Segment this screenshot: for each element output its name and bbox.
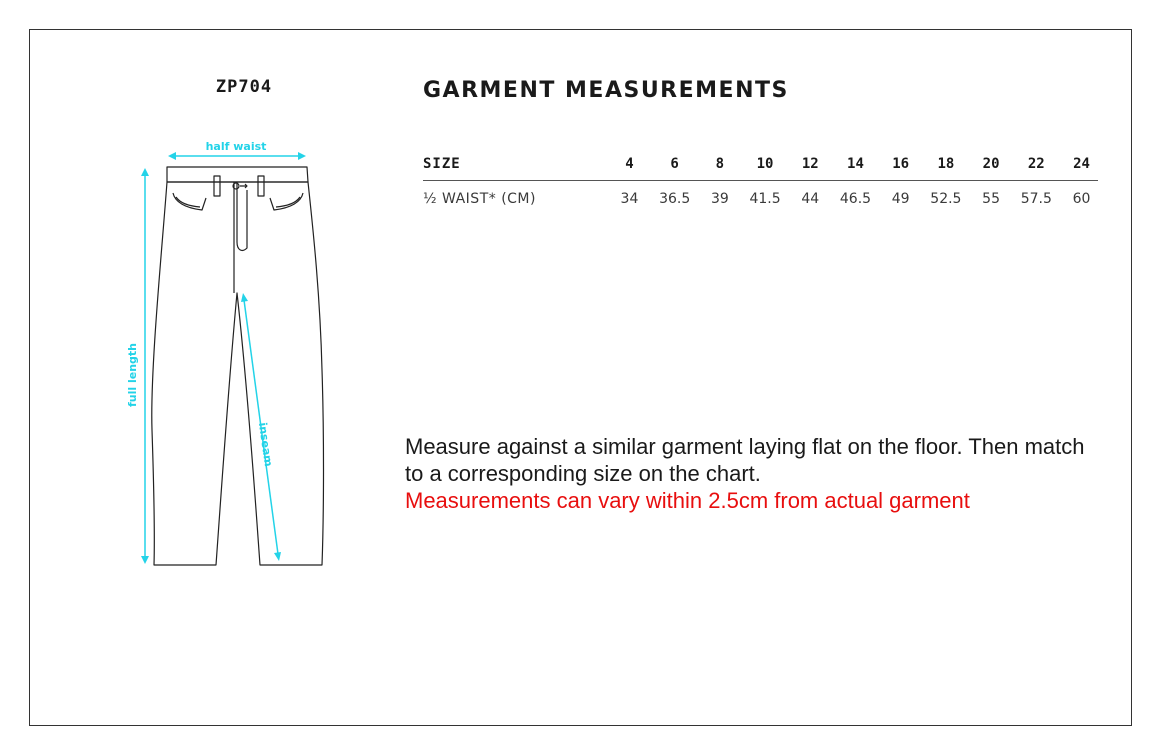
size-header-label: SIZE — [423, 148, 613, 181]
size-header-cell: 22 — [1008, 148, 1066, 181]
pants-outline — [152, 167, 324, 565]
pants-diagram — [110, 130, 350, 580]
left-pocket — [173, 193, 206, 210]
waist-row-label: ½ WAIST* (CM) — [423, 191, 536, 207]
measurement-instructions — [405, 433, 1105, 514]
fly-seam — [237, 182, 247, 250]
table-row — [423, 181, 1098, 218]
size-header-cell: 12 — [794, 148, 827, 181]
tolerance-warning: Measurements can vary within 2.5cm from actual garment — [405, 488, 970, 513]
waist-value-cell: 57.5 — [1020, 191, 1052, 207]
waist-value-cell: 44 — [801, 191, 820, 207]
half-waist-indicator — [168, 152, 306, 160]
page-title: GARMENT MEASUREMENTS — [423, 78, 789, 103]
waist-value-cell: 46.5 — [839, 191, 872, 207]
size-header-cell: 6 — [646, 148, 704, 181]
right-pocket — [270, 193, 303, 210]
product-code: ZP704 — [215, 77, 273, 97]
size-header-cell: 10 — [736, 148, 794, 181]
size-header-cell: 24 — [1065, 148, 1098, 181]
size-header-row — [423, 148, 1098, 181]
full-length-label: full length — [126, 342, 139, 408]
inseam-label: inseam — [255, 421, 275, 468]
belt-loop — [258, 176, 264, 196]
half-waist-label: half waist — [205, 140, 267, 153]
waist-value-cell: 34 — [620, 191, 639, 207]
size-header-cell: 4 — [613, 148, 646, 181]
full-length-indicator — [141, 168, 149, 564]
size-header-cell: 8 — [703, 148, 736, 181]
waist-value-cell: 39 — [710, 191, 729, 207]
waist-value-cell: 36.5 — [659, 191, 691, 207]
waist-value-cell: 55 — [982, 191, 1000, 207]
size-header-cell: 18 — [917, 148, 975, 181]
size-header-cell: 20 — [975, 148, 1008, 181]
instructions-text: Measure against a similar garment laying flat on the floor. Then match to a corresponding size on the chart. — [405, 434, 1085, 486]
size-header-cell: 16 — [884, 148, 917, 181]
waist-value-cell: 41.5 — [749, 191, 781, 207]
size-chart-table — [423, 148, 1098, 217]
waist-value-cell: 49 — [891, 191, 910, 207]
waist-value-cell: 52.5 — [930, 191, 962, 207]
belt-loop — [214, 176, 220, 196]
waist-value-cell: 60 — [1072, 191, 1091, 207]
pants-body — [152, 182, 324, 565]
size-header-cell: 14 — [827, 148, 885, 181]
waistband — [167, 167, 308, 182]
